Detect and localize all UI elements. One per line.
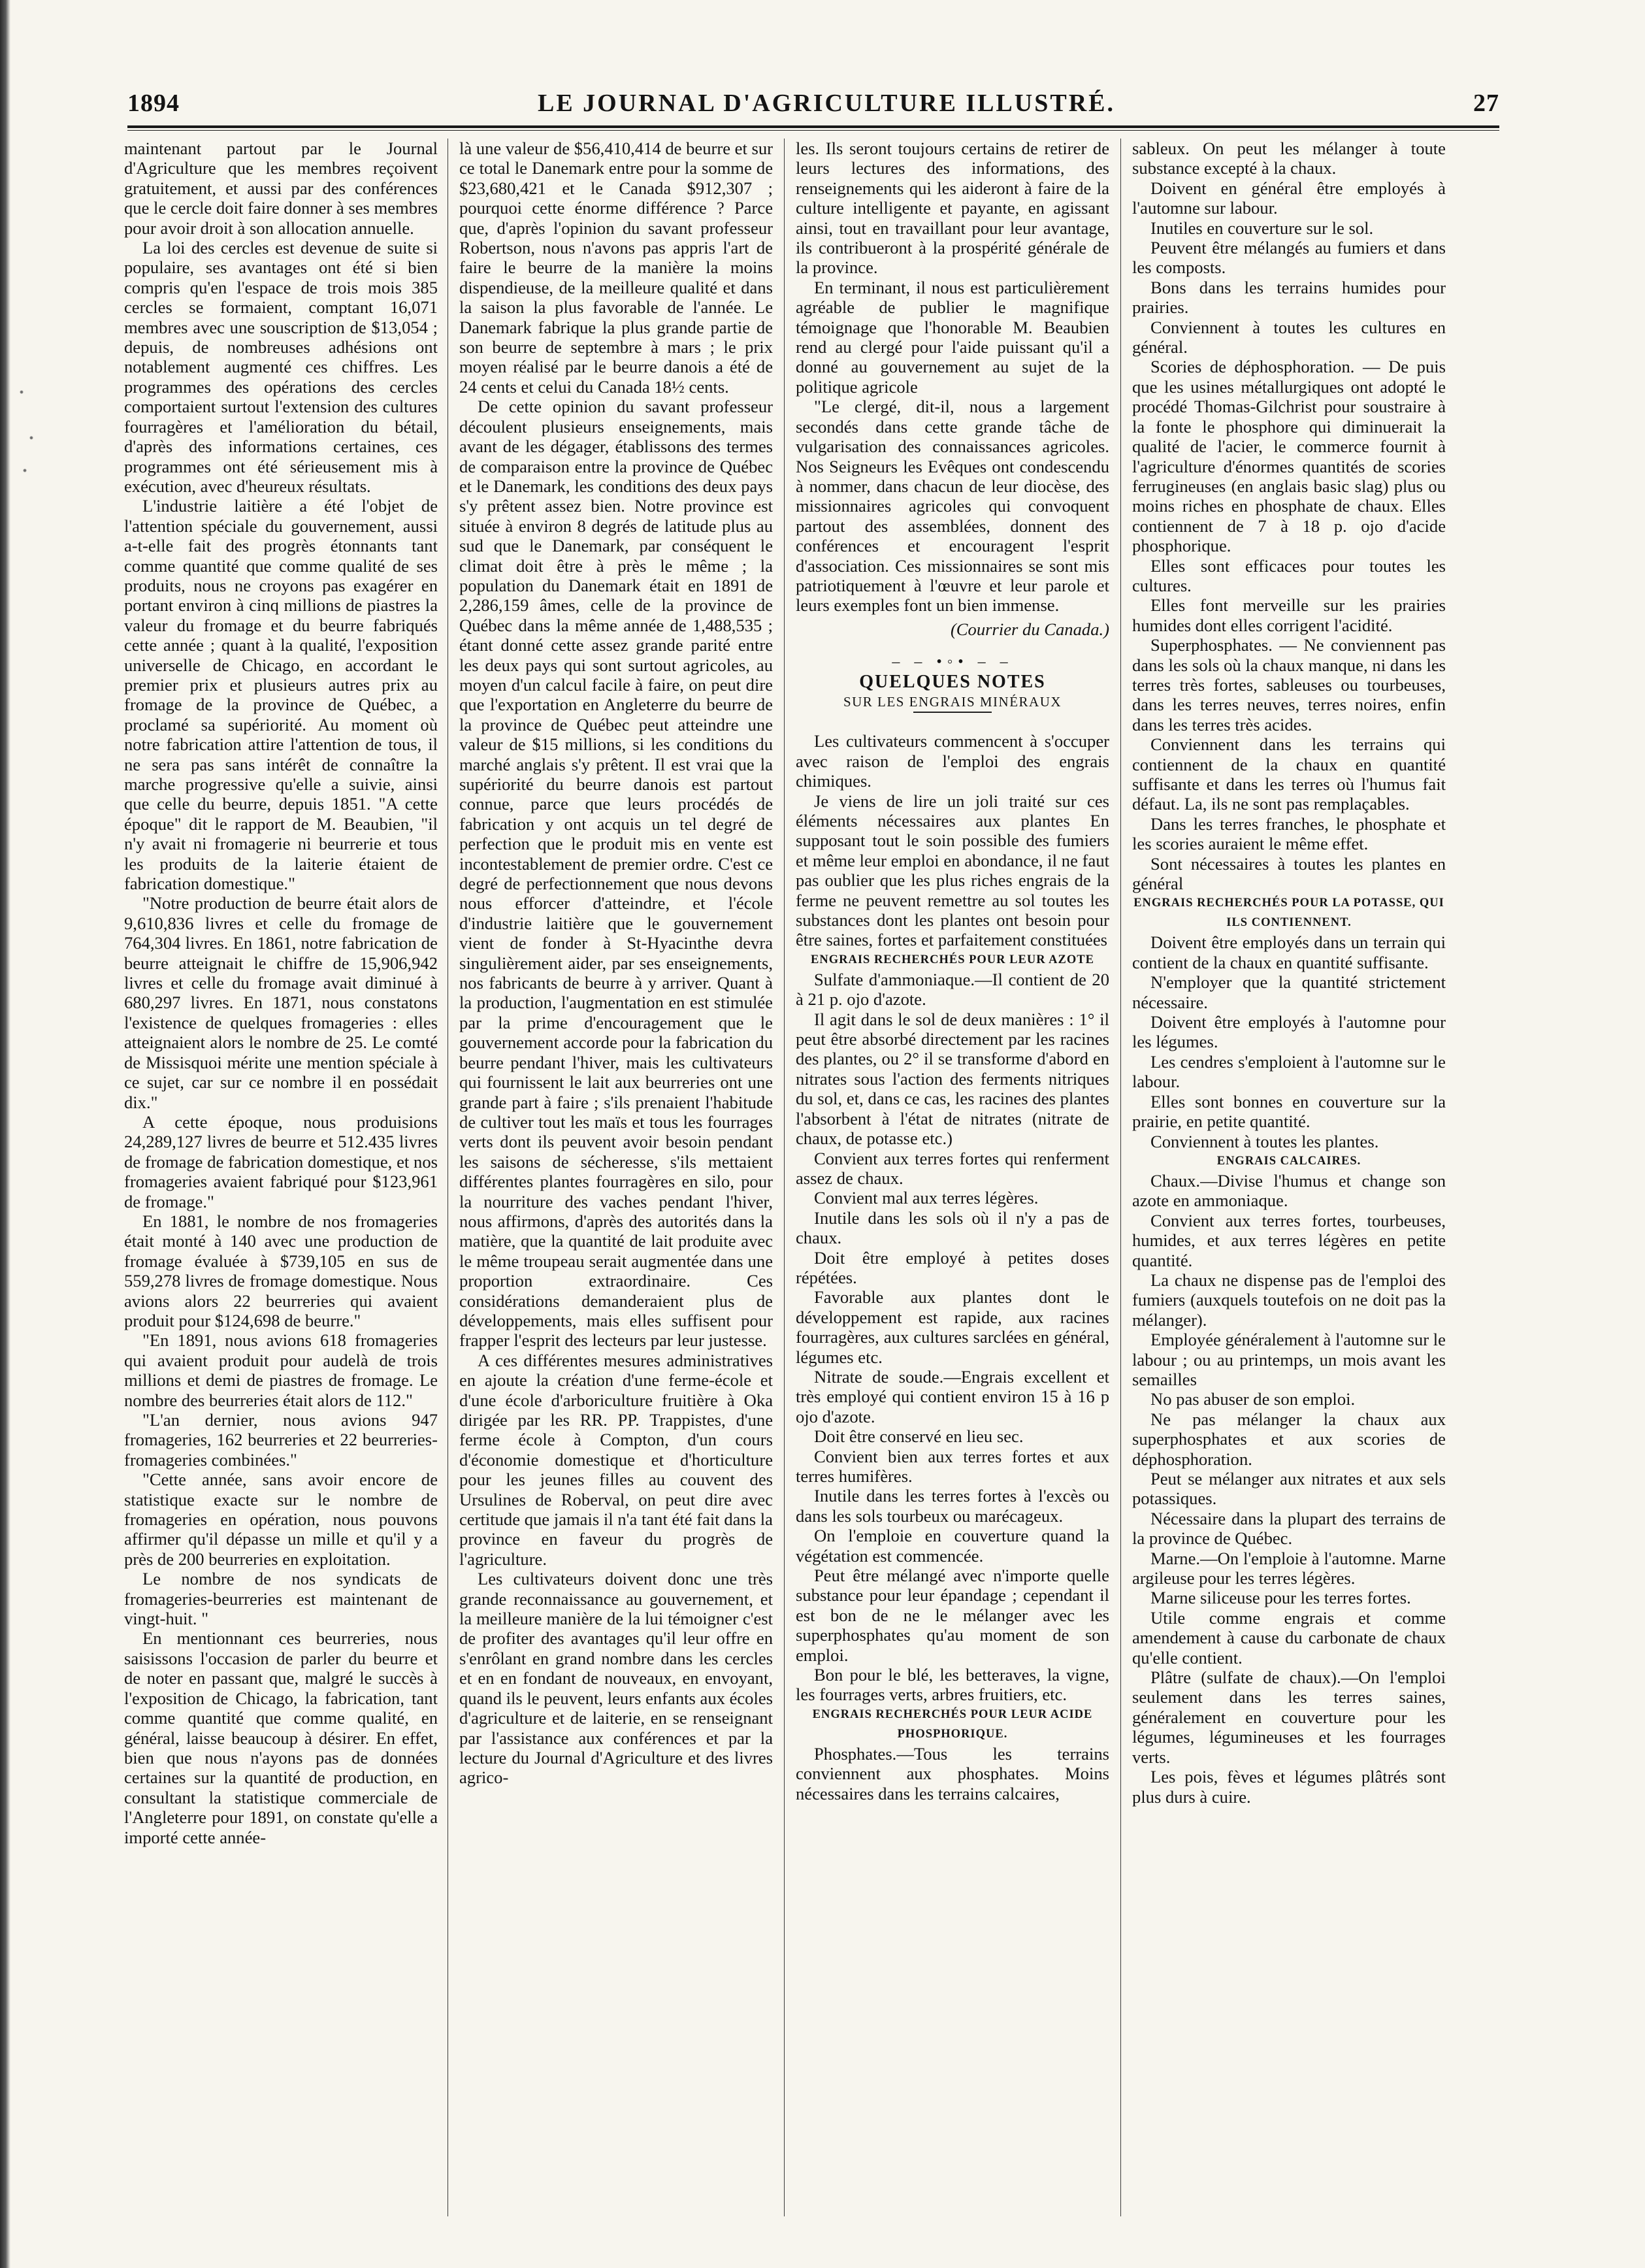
paragraph: "L'an dernier, nous avions 947 fromageries, 162 beurreries et 22 beurreries-fromageries combinées." <box>124 1410 438 1470</box>
paragraph: Peut se mélanger aux nitrates et aux sels potassiques. <box>1132 1469 1446 1509</box>
paragraph: Superphosphates. — Ne conviennent pas dans les sols où la chaux manque, ni dans les terres très fortes, sableuses ou tourbeuses, dans les terres neuves, terres noires, enfin dans les terres très acides. <box>1132 635 1446 734</box>
paragraph: Utile comme engrais et comme amendement à cause du carbonate de chaux qu'elle contient. <box>1132 1607 1446 1668</box>
paragraph: Marne siliceuse pour les terres fortes. <box>1150 1588 1411 1608</box>
paragraph: Doivent être employés dans un terrain qui contient de la chaux en quantité suffisante. <box>1132 932 1446 972</box>
short-rule <box>913 712 992 713</box>
paragraph: Convient bien aux terres fortes et aux terres humifères. <box>796 1446 1109 1486</box>
paragraph: Conviennent à toutes les cultures en général. <box>1132 317 1446 357</box>
paragraph: La loi des cercles est devenue de suite si populaire, ses avantages ont été si bien compris qu'en l'espace de trois mois 385 cercles se formaient, comptant 16,071 membres avec une souscription de $13,054 ; depuis, de nombreuses adhésions ont notablement augmenté ces chiffres. Les programmes des opérations des cercles comportaient surtout l'extension des cultures fourragères et l'amélioration du bétail, d'après des informations certaines, ces programmes ont été sérieusement mis à exécution, avec d'heureux résultats. <box>124 238 438 496</box>
column-4 <box>1132 139 1446 2229</box>
paragraph: Elles sont bonnes en couverture sur la prairie, en petite quantité. <box>1132 1091 1446 1132</box>
column-2 <box>459 139 773 2229</box>
paragraph: les. Ils seront toujours certains de retirer de leurs lectures des informations, des renseignements qui les aideront à faire de la culture intelligente et payante, en agissant ainsi, tout en travaillant pour leur avantage, ils contribueront à la prospérité générale de la province. <box>796 139 1109 278</box>
column-divider <box>1120 139 1121 2216</box>
column-1 <box>124 139 438 2229</box>
paragraph: Peut être mélangé avec n'importe quelle substance pour leur épandage ; cependant il est bon de ne le mélanger avec les superphosphates qu'au moment de son emploi. <box>796 1566 1109 1665</box>
paragraph: Conviennent à toutes les plantes. <box>1150 1131 1379 1151</box>
paragraph: Inutile dans les terres fortes à l'excès ou dans les sols tourbeux ou marécageux. <box>796 1486 1109 1526</box>
paragraph: "Le clergé, dit-il, nous a largement secondés dans cette grande tâche de vulgarisation des connaissances agricoles. Nos Seigneurs les Evêques ont condescendu à nommer, dans chacun de leur diocèse, des missionnaires agricoles qui convoquent partout des assemblées, donnent des conférences et encouragent l'esprit d'association. Ces missionnaires se sont mis patriotiquement à l'œuvre et leur parole et leurs exemples font un bien immense. <box>796 397 1109 616</box>
paragraph: Convient aux terres fortes qui renferment assez de chaux. <box>796 1148 1109 1188</box>
section-subtitle: SUR LES ENGRAIS MINÉRAUX <box>843 693 1062 710</box>
subheading: ENGRAIS RECHERCHÉS POUR LA POTASSE, QUI ILS CONTIENNENT. <box>1133 896 1444 930</box>
paragraph: Les pois, fèves et légumes plâtrés sont plus durs à cuire. <box>1132 1767 1446 1807</box>
paragraph: L'industrie laitière a été l'objet de l'attention spéciale du gouvernement, aussi a-t-elle fait des progrès étonnants tant comme quantité que comme qualité de ses produits, nous ne croyons pas exagérer en portant environ à cinq millions de piastres la valeur du fromage et du beurre fabriqués cette année ; quant à la qualité, l'exposition universelle de Chicago, en accordant le premier prix et plusieurs autres prix au fromage de la province de Québec, a proclamé sa supériorité. Au moment où notre fabrication attire l'attention de tous, il ne sera pas sans intérêt de connaître la marche progressive qu'elle a suivie, ainsi que celle du beurre, depuis 1851. "A cette époque" dit le rapport de M. Beaubien, "il n'y avait ni fromagerie ni beurrerie et tous les produits de la laiterie étaient de fabrication domestique." <box>124 496 438 894</box>
paragraph: Doivent être employés à l'automne pour les légumes. <box>1132 1012 1446 1052</box>
paragraph: Conviennent dans les terrains qui contiennent de la chaux en quantité suffisante et dans les terres où l'humus fait défaut. La, ils ne sont pas remplaçables. <box>1132 734 1446 814</box>
paragraph: A cette époque, nous produisions 24,289,127 livres de beurre et 512.435 livres de fromage de fabrication domestique, et nos fromageries avaient fabriqué pour $123,961 de fromage." <box>124 1111 438 1211</box>
paragraph: Elles sont efficaces pour toutes les cultures. <box>1132 555 1446 595</box>
article-signature: (Courrier du Canada.) <box>950 619 1109 639</box>
paragraph: Plâtre (sulfate de chaux).—On l'emploi seulement dans les terres saines, généralement en couverture pour les légumes, légumineuses et les fourrages verts. <box>1132 1668 1446 1767</box>
paragraph: Je viens de lire un joli traité sur ces éléments nécessaires aux plantes En supposant tout le soin possible des fumiers et même leur emploi en abondance, il ne faut pas oublier que les plus riches engrais de la ferme ne peuvent remettre au sol toutes les substances dont les plantes ont besoin pour être saines, fortes et parfaitement constituées <box>796 791 1109 950</box>
header-year: 1894 <box>127 90 180 117</box>
column-3 <box>796 139 1109 2229</box>
paragraph: Les cendres s'emploient à l'automne sur le labour. <box>1132 1051 1446 1092</box>
paragraph: maintenant partout par le Journal d'Agriculture que les membres reçoivent gratuitement, et aussi par des conférences que le cercle doit faire donner à ses membres pour avoir droit à son allocation annuelle. <box>124 139 438 238</box>
paragraph: Chaux.—Divise l'humus et change son azote en ammoniaque. <box>1132 1170 1446 1211</box>
section-ornament: – – •◦• – – <box>892 653 1013 671</box>
paragraph: Bon pour le blé, les betteraves, la vigne, les fourrages verts, arbres fruitiers, etc. <box>796 1665 1109 1705</box>
paragraph: Sont nécessaires à toutes les plantes en général <box>1132 853 1446 894</box>
paragraph: On l'emploie en couverture quand la végétation est commencée. <box>796 1526 1109 1566</box>
paragraph: "En 1891, nous avions 618 fromageries qui avaient produit pour audelà de trois millions et demi de piastres de fromage. Le nombre des beurreries était alors de 112." <box>124 1330 438 1410</box>
paragraph: A ces différentes mesures administratives en ajoute la création d'une ferme-école et d'une école d'arboriculture fruitière à Oka dirigée par les RR. PP. Trappistes, d'une ferme école à Compton, d'un cours d'économie domestique et d'horticulture pour les jeunes filles au couvent des Ursulines de Roberval, on peut dire avec certitude que jamais il n'a tant été fait dans la province en faveur du progrès de l'agriculture. <box>459 1350 773 1569</box>
paragraph: Les cultivateurs doivent donc une très grande reconnaissance au gouvernement, et la meilleure manière de la lui témoigner c'est de profiter des avantages qu'il leur offre en s'enrôlant en grand nombre dans les cercles et en en fondant de nouveaux, en envoyant, quand ils le peuvent, leurs enfants aux écoles d'agriculture et de laiterie, en se renseignant par l'assistance aux conférences et par la lecture du Journal d'Agriculture et des livres agrico- <box>459 1569 773 1788</box>
paragraph: Bons dans les terrains humides pour prairies. <box>1132 277 1446 318</box>
paragraph: La chaux ne dispense pas de l'emploi des fumiers (auxquels toutefois on ne doit pas la mélanger). <box>1132 1270 1446 1330</box>
paragraph: Convient mal aux terres légères. <box>814 1188 1039 1208</box>
paragraph: Employée généralement à l'automne sur le labour ; ou au printemps, un mois avant les semailles <box>1132 1330 1446 1389</box>
header-title: LE JOURNAL D'AGRICULTURE ILLUSTRÉ. <box>537 90 1115 117</box>
subheading: ENGRAIS RECHERCHÉS POUR LEUR AZOTE <box>811 953 1094 966</box>
header-rule <box>127 125 1499 131</box>
subheading: ENGRAIS RECHERCHÉS POUR LEUR ACIDE PHOSPHORIQUE. <box>812 1707 1093 1741</box>
paragraph: No pas abuser de son emploi. <box>1150 1389 1356 1409</box>
paragraph: Doit être employé à petites doses répétées. <box>796 1247 1109 1287</box>
paragraph: Marne.—On l'emploie à l'automne. Marne argileuse pour les terres légères. <box>1132 1548 1446 1588</box>
paragraph: Inutile dans les sols où il n'y a pas de chaux. <box>796 1208 1109 1248</box>
paragraph: De cette opinion du savant professeur découlent plusieurs enseignements, mais avant de les dégager, établissons des termes de comparaison entre la province de Québec et le Danemark, les conditions des deux pays s'y prêtent assez bien. Notre province est située à environ 8 degrés de latitude plus au sud que le Danemark, par conséquent le climat doit être à près le même ; la population du Danemark était en 1891 de 2,286,159 âmes, celle de la province de Québec dans la même année de 1,488,535 ; étant donné cette assez grande parité entre les deux pays qui sont surtout agricoles, au moyen d'un calcul facile à faire, on peut dire que l'exportation en Angleterre du beurre de la province de Québec peut atteindre une valeur de $15 millions, si les conditions du marché anglais s'y prêtent. Il est vrai que la supériorité du beurre danois est partout connue, parce que leurs procédés de fabrication y ont acquis un tel degré de perfection que le produit mis en vente est incontestablement de premier ordre. C'est ce degré de perfectionnement que nous devons nous efforcer d'atteindre, et l'école d'industrie laitière que le gouvernement vient de fonder à St-Hyacinthe devra singulièrement aider, par ses enseignements, nos fabricants de beurre à y arriver. Quant à la production, l'augmentation en est stimulée par la prime d'encouragement que le gouvernement accorde pour la fabrication du beurre pendant l'hiver, mais les cultivateurs qui fournissent le lait aux beurreries ont une grande part à faire ; s'ils prenaient l'habitude de cultiver tout les maïs et tous les fourrages verts dont ils peuvent avoir besoin pendant les saisons de sécheresse, s'ils mettaient différentes plantes fourragères en silo, pour la nourriture des vaches pendant l'hiver, nous affirmons, d'après des autorités dans la matière, que la quantité de lait produite avec le même troupeau serait augmentée dans une proportion extraordinaire. Ces considérations demanderaient plus de développements, mais elles suffisent pour frapper l'esprit des lecteurs par leur justesse. <box>459 397 773 1351</box>
page-header <box>127 84 1499 123</box>
paragraph: là une valeur de $56,410,414 de beurre et sur ce total le Danemark entre pour la somme de $23,680,421 et le Canada $912,307 ; pourquoi cette énorme différence ? Parce que, d'après l'opinion du savant professeur Robertson, nous n'avons pas appris l'art de faire le beurre de la manière la moins dispendieuse, de la meilleure qualité et dans la saison la plus favorable de l'année. Le Danemark fabrique la plus grande partie de son beurre de septembre à mars ; le prix moyen réalisé par le beurre danois a été de 24 cents et celui du Canada 18½ cents. <box>459 139 773 397</box>
paragraph: Phosphates.—Tous les terrains conviennent aux phosphates. Moins nécessaires dans les terrains calcaires, <box>796 1743 1109 1803</box>
paragraph: Doivent en général être employés à l'automne sur labour. <box>1132 178 1446 218</box>
paragraph: Le nombre de nos syndicats de fromageries-beurreries est maintenant de vingt-huit. " <box>124 1569 438 1629</box>
paragraph: Ne pas mélanger la chaux aux superphosphates et aux scories de déphosphoration. <box>1132 1409 1446 1469</box>
margin-specks <box>12 366 44 497</box>
paragraph: Favorable aux plantes dont le développement est rapide, aux racines fourragères, aux cultures sarclées en général, légumes etc. <box>796 1287 1109 1367</box>
paragraph: Nécessaire dans la plupart des terrains de la province de Québec. <box>1132 1508 1446 1549</box>
subheading: ENGRAIS CALCAIRES. <box>1216 1154 1361 1168</box>
paragraph: "Cette année, sans avoir encore de statistique exacte sur le nombre de fromageries en opération, nous pouvons affirmer qu'il dépasse un mille et qu'il y a près de 200 beurreries en exploitation. <box>124 1470 438 1569</box>
header-page-number: 27 <box>1473 90 1499 117</box>
paragraph: Inutiles en couverture sur le sol. <box>1150 218 1374 238</box>
paragraph: En 1881, le nombre de nos fromageries était monté à 140 avec une production de fromage évaluée à $739,105 en sus de 559,278 livres de fromage domestique. Nous avions alors 22 beurreries qui avaient produit pour $124,698 de beurre." <box>124 1211 438 1330</box>
paragraph: Doit être conservé en lieu sec. <box>814 1426 1024 1447</box>
paragraph: Convient aux terres fortes, tourbeuses, humides, et aux terres légères en petite quantité. <box>1132 1210 1446 1270</box>
paragraph: Les cultivateurs commencent à s'occuper avec raison de l'emploi des engrais chimiques. <box>796 731 1109 791</box>
page-binding-edge <box>0 0 10 2268</box>
paragraph: "Notre production de beurre était alors de 9,610,836 livres et celle du fromage de 764,304 livres. En 1861, notre fabrication de beurre atteignait le chiffre de 15,906,942 livres et celle du fromage avait diminué à 680,297 livres. En 1871, nous constatons l'existence de quelques fromageries : elles atteignaient alors le nombre de 25. Le comté de Missisquoi mérite une mention spéciale à ce sujet, car sur ce nombre il en possédait dix." <box>124 893 438 1112</box>
paragraph: Sulfate d'ammoniaque.—Il contient de 20 à 21 p. ojo d'azote. <box>796 969 1109 1010</box>
paragraph: Il agit dans le sol de deux manières : 1° il peut être absorbé directement par les racines des plantes, ou 2° il se transforme d'abord en nitrates sous l'action des ferments nitriques du sol, et, dans ce cas, les racines des plantes l'absorbent à l'état de nitrates (nitrate de chaux, de potasse etc.) <box>796 1009 1109 1149</box>
paragraph: N'employer que la quantité strictement nécessaire. <box>1132 972 1446 1012</box>
section-title: QUELQUES NOTES <box>859 671 1046 692</box>
paragraph: Elles font merveille sur les prairies humides dont elles corrigent l'acidité. <box>1132 595 1446 635</box>
paragraph: sableux. On peut les mélanger à toute substance excepté à la chaux. <box>1132 139 1446 178</box>
paragraph: En mentionnant ces beurreries, nous saisissons l'occasion de parler du beurre et de noter en passant que, malgré le succès à l'exposition de Chicago, la fabrication, tant comme quantité que comme qualité, en général, laisse beaucoup à désirer. En effet, bien que nous n'ayons pas de données certaines sur la quantité de production, en consultant la statistique commerciale de l'Angleterre pour 1891, on constate qu'elle a importé cette année- <box>124 1628 438 1847</box>
paragraph: Nitrate de soude.—Engrais excellent et très employé qui contient environ 15 à 16 p ojo d'azote. <box>796 1366 1109 1426</box>
paragraph: Dans les terres franches, le phosphate et les scories auraient le même effet. <box>1132 814 1446 854</box>
paragraph: En terminant, il nous est particulièrement agréable de publier le magnifique témoignage que l'honorable M. Beaubien rend au clergé pour l'aide puissant qu'il a donné au gouvernement au sujet de la politique agricole <box>796 277 1109 397</box>
paragraph: Peuvent être mélangés au fumiers et dans les composts. <box>1132 238 1446 278</box>
column-divider <box>784 139 785 2216</box>
paragraph: Scories de déphosphoration. — De puis que les usines métallurgiques ont adopté le procédé Thomas-Gilchrist pour soustraire à la fonte le phosphore qui diminuerait la qualité de l'acier, le commerce fournit à l'agriculture d'énormes quantités de scories ferrugineuses (en anglais basic slag) plus ou moins riches en phosphate de chaux. Elles contiennent de 7 à 18 p. ojo d'acide phosphorique. <box>1132 357 1446 556</box>
